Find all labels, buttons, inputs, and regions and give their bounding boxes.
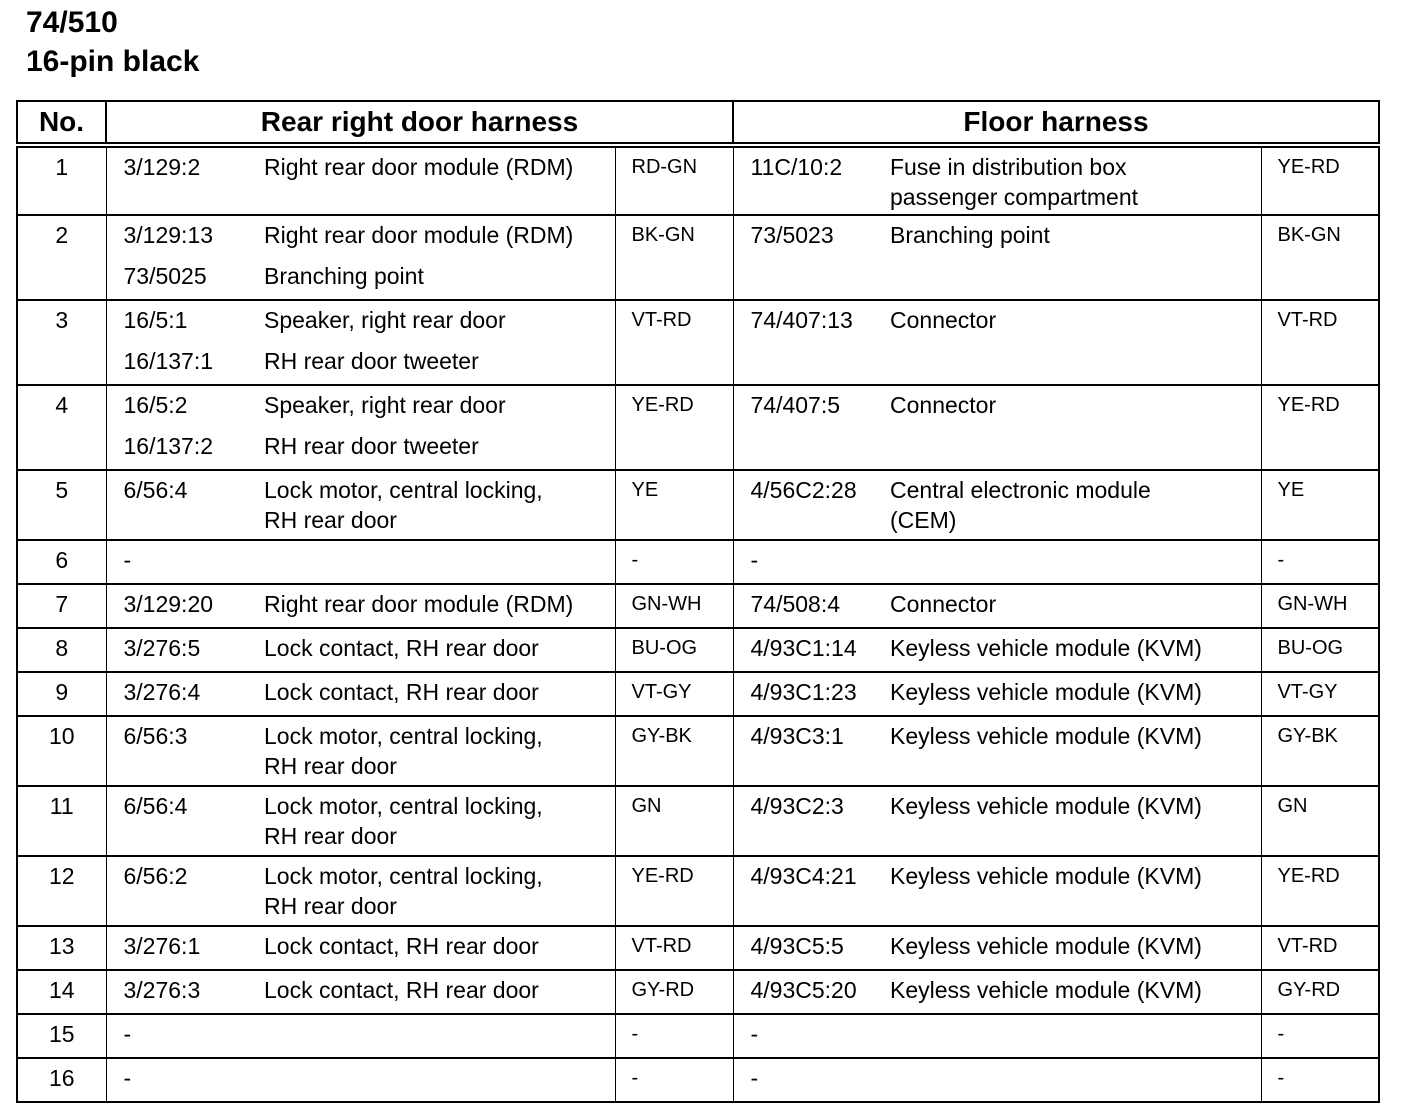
- floor-wire-color: [1261, 215, 1379, 300]
- floor-component-description-line: Keyless vehicle module (KVM): [890, 635, 1202, 661]
- pin-number: [17, 1058, 106, 1102]
- rear-component-ref: [106, 584, 248, 628]
- connector-description-title: 16-pin black: [26, 45, 200, 78]
- rear-wire-color: [615, 584, 733, 628]
- floor-component-ref: [733, 628, 874, 672]
- rear-component-description-line: Lock motor, central locking,: [264, 793, 543, 819]
- rear-component-ref-line: -: [123, 1065, 132, 1091]
- rear-component-ref-line: 16/5:1: [123, 307, 188, 333]
- floor-component-ref-line: 4/56C2:28: [750, 477, 857, 503]
- table-row: [17, 1014, 1379, 1058]
- rear-component-ref-line: 3/276:4: [123, 679, 201, 705]
- pin-number: [17, 584, 106, 628]
- rear-component-ref-line: 16/137:1: [123, 348, 214, 374]
- rear-wire-color: [615, 856, 733, 926]
- table-row: [17, 970, 1379, 1014]
- floor-component-description-line: passenger compartment: [890, 184, 1139, 210]
- pin-number: [17, 145, 106, 215]
- rear-component-ref-line: 73/5025: [123, 263, 207, 289]
- floor-component-description-line: Keyless vehicle module (KVM): [890, 793, 1202, 819]
- floor-component-description: [874, 926, 1261, 970]
- header-rear-right-door-harness: Rear right door harness: [106, 101, 733, 145]
- rear-wire-color: [615, 300, 733, 385]
- pin-number: [17, 215, 106, 300]
- pin-number-line: 8: [55, 635, 69, 661]
- rear-wire-color: [615, 540, 733, 584]
- rear-component-ref-line: 3/276:3: [123, 977, 201, 1003]
- rear-component-ref: [106, 145, 248, 215]
- rear-component-description-line: Lock motor, central locking,: [264, 477, 543, 503]
- floor-component-description: [874, 628, 1261, 672]
- floor-component-ref: [733, 1014, 874, 1058]
- pin-number-line: 12: [48, 863, 75, 889]
- floor-component-ref-line: -: [750, 547, 759, 573]
- floor-component-ref-line: 4/93C3:1: [750, 723, 844, 749]
- rear-component-description: [248, 1058, 615, 1102]
- rear-component-ref: [106, 215, 248, 300]
- pin-number: [17, 385, 106, 470]
- rear-component-description-line: Lock motor, central locking,: [264, 863, 543, 889]
- pin-number-line: 4: [55, 392, 69, 418]
- rear-component-description-line: Lock contact, RH rear door: [264, 635, 539, 661]
- floor-component-description: [874, 970, 1261, 1014]
- floor-component-ref-line: 4/93C1:14: [750, 635, 857, 661]
- floor-component-ref: [733, 470, 874, 540]
- floor-component-description-line: Central electronic module: [890, 477, 1151, 503]
- floor-component-description: [874, 1058, 1261, 1102]
- rear-wire-color: [615, 470, 733, 540]
- rear-component-ref: [106, 926, 248, 970]
- pin-number-line: 2: [55, 222, 69, 248]
- floor-wire-color: [1261, 786, 1379, 856]
- floor-component-description: [874, 716, 1261, 786]
- table-row: [17, 215, 1379, 300]
- rear-wire-color-line: GY-BK: [631, 725, 692, 747]
- rear-component-ref-line: 6/56:2: [123, 863, 188, 889]
- header-no: No.: [17, 101, 106, 145]
- floor-component-description-line: Connector: [890, 392, 997, 418]
- table-header-row: [17, 101, 1379, 145]
- rear-wire-color-line: GY-RD: [631, 979, 695, 1001]
- table-row: [17, 584, 1379, 628]
- table-row: [17, 716, 1379, 786]
- floor-wire-color: [1261, 470, 1379, 540]
- floor-wire-color-line: GY-RD: [1277, 979, 1341, 1001]
- rear-wire-color: [615, 215, 733, 300]
- floor-component-ref-line: 4/93C4:21: [750, 863, 857, 889]
- floor-component-ref: [733, 716, 874, 786]
- floor-component-ref: [733, 215, 874, 300]
- floor-component-ref: [733, 300, 874, 385]
- floor-component-ref: [733, 672, 874, 716]
- rear-component-description-line: RH rear door: [264, 823, 397, 849]
- rear-wire-color-line: GN-WH: [631, 593, 702, 615]
- floor-wire-color: [1261, 1014, 1379, 1058]
- floor-component-ref: [733, 145, 874, 215]
- rear-component-description-line: Right rear door module (RDM): [264, 222, 574, 248]
- rear-wire-color-line: RD-GN: [631, 156, 698, 178]
- pin-number-line: 7: [55, 591, 69, 617]
- rear-wire-color-line: BK-GN: [631, 224, 695, 246]
- rear-component-description: [248, 215, 615, 300]
- floor-wire-color-line: YE-RD: [1277, 865, 1340, 887]
- floor-component-description: [874, 145, 1261, 215]
- rear-wire-color-line: YE: [631, 479, 659, 501]
- floor-wire-color-line: BK-GN: [1277, 224, 1341, 246]
- floor-wire-color-line: YE-RD: [1277, 156, 1340, 178]
- rear-component-description: [248, 628, 615, 672]
- rear-component-description: [248, 970, 615, 1014]
- pin-number-line: 11: [49, 793, 74, 819]
- floor-component-description: [874, 584, 1261, 628]
- rear-component-description: [248, 926, 615, 970]
- rear-component-ref-line: -: [123, 547, 132, 573]
- rear-component-description: [248, 1014, 615, 1058]
- rear-wire-color: [615, 385, 733, 470]
- pin-number: [17, 786, 106, 856]
- floor-component-ref: [733, 540, 874, 584]
- pin-number: [17, 856, 106, 926]
- rear-component-description: [248, 540, 615, 584]
- rear-component-ref-line: 6/56:4: [123, 477, 188, 503]
- rear-component-ref-line: 3/276:5: [123, 635, 201, 661]
- floor-wire-color: [1261, 540, 1379, 584]
- table-row: [17, 145, 1379, 215]
- rear-component-description: [248, 672, 615, 716]
- rear-component-ref: [106, 385, 248, 470]
- rear-component-ref: [106, 716, 248, 786]
- floor-component-ref: [733, 970, 874, 1014]
- connector-number-title: 74/510: [26, 6, 118, 39]
- rear-wire-color-line: VT-GY: [631, 681, 692, 703]
- floor-wire-color-line: VT-RD: [1277, 309, 1338, 331]
- table-row: [17, 470, 1379, 540]
- pin-number: [17, 716, 106, 786]
- rear-component-description: [248, 584, 615, 628]
- pin-number-line: 1: [55, 154, 69, 180]
- floor-wire-color-line: VT-GY: [1277, 681, 1338, 703]
- rear-component-ref: [106, 970, 248, 1014]
- rear-component-ref: [106, 672, 248, 716]
- floor-wire-color-line: YE-RD: [1277, 394, 1340, 416]
- pin-number: [17, 970, 106, 1014]
- floor-component-description-line: Keyless vehicle module (KVM): [890, 977, 1202, 1003]
- pin-number: [17, 300, 106, 385]
- pin-number-line: 5: [55, 477, 69, 503]
- floor-component-ref-line: 11C/10:2: [750, 154, 843, 180]
- rear-wire-color: [615, 1014, 733, 1058]
- pin-number: [17, 926, 106, 970]
- floor-component-ref: [733, 786, 874, 856]
- floor-wire-color: [1261, 300, 1379, 385]
- floor-wire-color-line: YE: [1277, 479, 1305, 501]
- floor-wire-color: [1261, 1058, 1379, 1102]
- floor-component-ref-line: -: [750, 1065, 759, 1091]
- rear-wire-color: [615, 786, 733, 856]
- rear-component-description-line: RH rear door: [264, 893, 397, 919]
- floor-component-description-line: Connector: [890, 591, 997, 617]
- floor-wire-color-line: -: [1277, 1067, 1285, 1089]
- rear-component-ref-line: -: [123, 1021, 132, 1047]
- floor-component-ref-line: -: [750, 1021, 759, 1047]
- table-row: [17, 1058, 1379, 1102]
- rear-component-description-line: Lock contact, RH rear door: [264, 679, 539, 705]
- floor-wire-color-line: BU-OG: [1277, 637, 1344, 659]
- floor-component-description-line: Branching point: [890, 222, 1050, 248]
- rear-component-description-line: Lock contact, RH rear door: [264, 977, 539, 1003]
- floor-component-ref: [733, 926, 874, 970]
- floor-component-description-line: (CEM): [890, 507, 957, 533]
- floor-wire-color-line: -: [1277, 549, 1285, 571]
- floor-wire-color: [1261, 970, 1379, 1014]
- rear-component-ref: [106, 856, 248, 926]
- floor-component-description: [874, 215, 1261, 300]
- pin-number: [17, 628, 106, 672]
- floor-wire-color: [1261, 628, 1379, 672]
- rear-component-description-line: Lock motor, central locking,: [264, 723, 543, 749]
- rear-component-description-line: Lock contact, RH rear door: [264, 933, 539, 959]
- rear-component-description-line: Speaker, right rear door: [264, 392, 506, 418]
- rear-wire-color-line: -: [631, 1023, 639, 1045]
- rear-wire-color: [615, 716, 733, 786]
- floor-component-description-line: Keyless vehicle module (KVM): [890, 679, 1202, 705]
- pin-number-line: 13: [48, 933, 75, 959]
- pin-number: [17, 1014, 106, 1058]
- rear-wire-color: [615, 970, 733, 1014]
- table-row: [17, 628, 1379, 672]
- floor-component-description-line: Keyless vehicle module (KVM): [890, 723, 1202, 749]
- floor-component-description: [874, 856, 1261, 926]
- floor-component-description: [874, 300, 1261, 385]
- rear-component-ref-line: 3/129:13: [123, 222, 214, 248]
- floor-wire-color-line: GN: [1277, 795, 1308, 817]
- floor-wire-color: [1261, 385, 1379, 470]
- pinout-table: [16, 100, 1380, 1103]
- rear-component-description: [248, 856, 615, 926]
- floor-component-ref-line: 74/508:4: [750, 591, 841, 617]
- floor-component-ref-line: 74/407:13: [750, 307, 853, 333]
- rear-component-description-line: Right rear door module (RDM): [264, 154, 574, 180]
- pin-number-line: 14: [48, 977, 75, 1003]
- rear-component-description-line: RH rear door tweeter: [264, 348, 479, 374]
- rear-component-ref: [106, 1058, 248, 1102]
- floor-component-description: [874, 786, 1261, 856]
- floor-component-ref-line: 4/93C5:5: [750, 933, 844, 959]
- pin-number: [17, 470, 106, 540]
- floor-wire-color: [1261, 716, 1379, 786]
- rear-component-ref-line: 3/276:1: [123, 933, 201, 959]
- header-floor-harness: Floor harness: [733, 101, 1379, 145]
- pin-number-line: 6: [55, 547, 69, 573]
- rear-wire-color: [615, 145, 733, 215]
- rear-wire-color: [615, 628, 733, 672]
- rear-component-ref-line: 3/129:20: [123, 591, 214, 617]
- table-row: [17, 786, 1379, 856]
- floor-component-ref-line: 73/5023: [750, 222, 834, 248]
- rear-component-description-line: RH rear door tweeter: [264, 433, 479, 459]
- rear-wire-color-line: YE-RD: [631, 394, 694, 416]
- rear-component-ref-line: 16/5:2: [123, 392, 188, 418]
- rear-component-description: [248, 470, 615, 540]
- rear-wire-color-line: YE-RD: [631, 865, 694, 887]
- rear-component-description-line: RH rear door: [264, 507, 397, 533]
- pin-number-line: 10: [48, 723, 75, 749]
- rear-wire-color: [615, 926, 733, 970]
- table-row: [17, 300, 1379, 385]
- floor-component-description: [874, 470, 1261, 540]
- floor-wire-color: [1261, 672, 1379, 716]
- floor-component-ref-line: 4/93C1:23: [750, 679, 857, 705]
- floor-component-ref-line: 74/407:5: [750, 392, 841, 418]
- floor-component-description-line: Keyless vehicle module (KVM): [890, 863, 1202, 889]
- rear-component-description-line: Speaker, right rear door: [264, 307, 506, 333]
- pin-number-line: 16: [48, 1065, 75, 1091]
- floor-wire-color-line: -: [1277, 1023, 1285, 1045]
- rear-component-ref: [106, 628, 248, 672]
- table-row: [17, 540, 1379, 584]
- table-row: [17, 385, 1379, 470]
- pin-number-line: 3: [55, 307, 69, 333]
- floor-component-ref: [733, 856, 874, 926]
- rear-component-description: [248, 716, 615, 786]
- floor-component-description: [874, 672, 1261, 716]
- floor-component-description: [874, 1014, 1261, 1058]
- pin-number-line: 9: [55, 679, 69, 705]
- floor-component-description: [874, 385, 1261, 470]
- rear-component-description-line: Branching point: [264, 263, 424, 289]
- rear-wire-color-line: -: [631, 549, 639, 571]
- table-row: [17, 672, 1379, 716]
- rear-component-ref: [106, 1014, 248, 1058]
- rear-component-description: [248, 786, 615, 856]
- floor-component-ref: [733, 584, 874, 628]
- floor-wire-color: [1261, 584, 1379, 628]
- floor-component-description-line: Fuse in distribution box: [890, 154, 1127, 180]
- floor-wire-color: [1261, 856, 1379, 926]
- rear-wire-color-line: GN: [631, 795, 662, 817]
- rear-component-description-line: RH rear door: [264, 753, 397, 779]
- rear-component-description: [248, 385, 615, 470]
- floor-wire-color-line: GN-WH: [1277, 593, 1348, 615]
- rear-wire-color-line: VT-RD: [631, 309, 692, 331]
- rear-wire-color-line: BU-OG: [631, 637, 698, 659]
- rear-component-ref: [106, 540, 248, 584]
- floor-wire-color-line: GY-BK: [1277, 725, 1338, 747]
- rear-wire-color-line: -: [631, 1067, 639, 1089]
- rear-component-ref: [106, 300, 248, 385]
- rear-component-description: [248, 300, 615, 385]
- rear-component-ref-line: 6/56:4: [123, 793, 188, 819]
- table-row: [17, 926, 1379, 970]
- rear-component-description-line: Right rear door module (RDM): [264, 591, 574, 617]
- floor-wire-color-line: VT-RD: [1277, 935, 1338, 957]
- floor-wire-color: [1261, 145, 1379, 215]
- rear-wire-color: [615, 672, 733, 716]
- floor-component-ref-line: 4/93C5:20: [750, 977, 857, 1003]
- floor-component-ref-line: 4/93C2:3: [750, 793, 844, 819]
- floor-component-ref: [733, 385, 874, 470]
- floor-wire-color: [1261, 926, 1379, 970]
- rear-component-ref: [106, 786, 248, 856]
- rear-component-ref: [106, 470, 248, 540]
- floor-component-description-line: Connector: [890, 307, 997, 333]
- rear-component-ref-line: 6/56:3: [123, 723, 188, 749]
- table-row: [17, 856, 1379, 926]
- rear-component-ref-line: 16/137:2: [123, 433, 214, 459]
- pin-number: [17, 540, 106, 584]
- pin-number-line: 15: [48, 1021, 75, 1047]
- rear-component-ref-line: 3/129:2: [123, 154, 201, 180]
- floor-component-ref: [733, 1058, 874, 1102]
- rear-wire-color: [615, 1058, 733, 1102]
- rear-wire-color-line: VT-RD: [631, 935, 692, 957]
- rear-component-description: [248, 145, 615, 215]
- pin-number: [17, 672, 106, 716]
- floor-component-description-line: Keyless vehicle module (KVM): [890, 933, 1202, 959]
- floor-component-description: [874, 540, 1261, 584]
